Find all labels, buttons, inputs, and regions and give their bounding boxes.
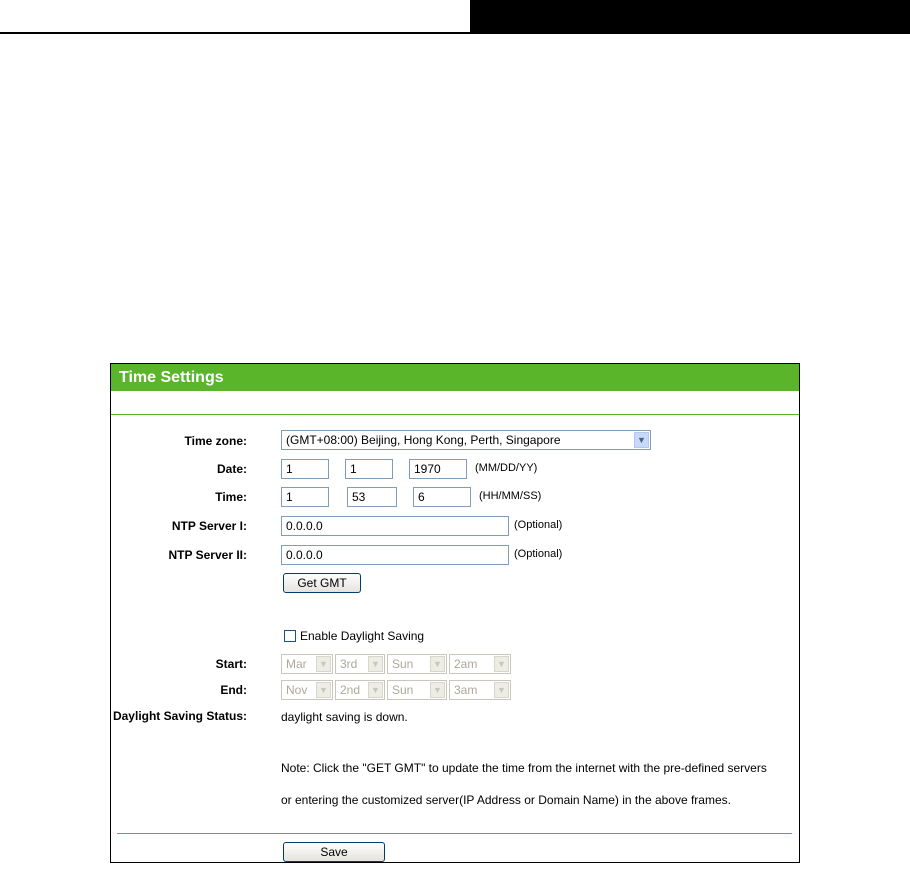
dst-start-day-value: Sun bbox=[392, 657, 414, 671]
document-header-block bbox=[470, 0, 910, 34]
dst-start-label: Start: bbox=[215, 657, 247, 671]
time-zone-value: (GMT+08:00) Beijing, Hong Kong, Perth, Singapore bbox=[286, 433, 561, 447]
dst-start-week-value: 3rd bbox=[340, 657, 358, 671]
chevron-down-icon: ▼ bbox=[316, 682, 331, 698]
time-settings-panel bbox=[110, 363, 800, 863]
title-separator bbox=[111, 414, 799, 415]
date-label: Date: bbox=[216, 462, 247, 476]
save-button[interactable]: Save bbox=[283, 842, 385, 862]
ntp-server-2-input[interactable] bbox=[281, 545, 509, 565]
dst-end-month-select bbox=[281, 680, 333, 700]
ntp-server-1-hint: (Optional) bbox=[514, 519, 563, 531]
ntp-server-2-hint: (Optional) bbox=[514, 548, 563, 560]
get-gmt-button[interactable]: Get GMT bbox=[283, 573, 361, 593]
dst-end-week-value: 2nd bbox=[340, 683, 361, 697]
dst-start-month-select bbox=[281, 654, 333, 674]
chevron-down-icon: ▼ bbox=[368, 682, 383, 698]
dst-start-hour-value: 2am bbox=[454, 657, 478, 671]
bottom-separator bbox=[117, 833, 792, 834]
dst-status-value: daylight saving is down. bbox=[281, 710, 408, 724]
daylight-saving-checkbox-label[interactable]: Enable Daylight Saving bbox=[300, 629, 425, 643]
ntp-server-1-input[interactable] bbox=[281, 516, 509, 536]
ntp-server-2-label: NTP Server II: bbox=[168, 548, 247, 562]
dst-start-hour-select bbox=[449, 654, 511, 674]
date-year-input[interactable] bbox=[409, 459, 467, 479]
date-day-input[interactable] bbox=[345, 459, 393, 479]
chevron-down-icon: ▼ bbox=[368, 656, 383, 672]
time-minute-input[interactable] bbox=[347, 487, 397, 507]
ntp-server-1-label: NTP Server I: bbox=[171, 519, 247, 533]
chevron-down-icon: ▼ bbox=[430, 656, 445, 672]
dst-end-week-select bbox=[335, 680, 385, 700]
time-zone-label: Time zone: bbox=[184, 434, 247, 448]
dst-end-day-value: Sun bbox=[392, 683, 414, 697]
note-line-2: or entering the customized server(IP Address or Domain Name) in the above frames. bbox=[281, 793, 731, 807]
dst-end-label: End: bbox=[220, 683, 247, 697]
note-line-1: Note: Click the "GET GMT" to update the time from the internet with the pre-defined servers bbox=[281, 761, 767, 775]
chevron-down-icon: ▼ bbox=[494, 656, 509, 672]
dst-start-week-select bbox=[335, 654, 385, 674]
time-label: Time: bbox=[215, 490, 247, 504]
dst-end-hour-select bbox=[449, 680, 511, 700]
dst-end-month-value: Nov bbox=[286, 683, 308, 697]
chevron-down-icon[interactable]: ▼ bbox=[634, 432, 649, 448]
chevron-down-icon: ▼ bbox=[316, 656, 331, 672]
time-zone-select[interactable] bbox=[281, 430, 651, 450]
date-format-hint: (MM/DD/YY) bbox=[475, 462, 538, 474]
daylight-saving-checkbox[interactable] bbox=[284, 630, 296, 642]
dst-start-month-value: Mar bbox=[286, 657, 307, 671]
time-format-hint: (HH/MM/SS) bbox=[479, 490, 542, 502]
dst-end-day-select bbox=[387, 680, 447, 700]
chevron-down-icon: ▼ bbox=[430, 682, 445, 698]
document-header-rule bbox=[0, 32, 470, 34]
panel-title: Time Settings bbox=[111, 364, 799, 391]
dst-start-day-select bbox=[387, 654, 447, 674]
date-month-input[interactable] bbox=[281, 459, 329, 479]
dst-status-label: Daylight Saving Status: bbox=[112, 709, 247, 723]
time-second-input[interactable] bbox=[413, 487, 471, 507]
chevron-down-icon: ▼ bbox=[494, 682, 509, 698]
time-hour-input[interactable] bbox=[281, 487, 329, 507]
dst-end-hour-value: 3am bbox=[454, 683, 478, 697]
